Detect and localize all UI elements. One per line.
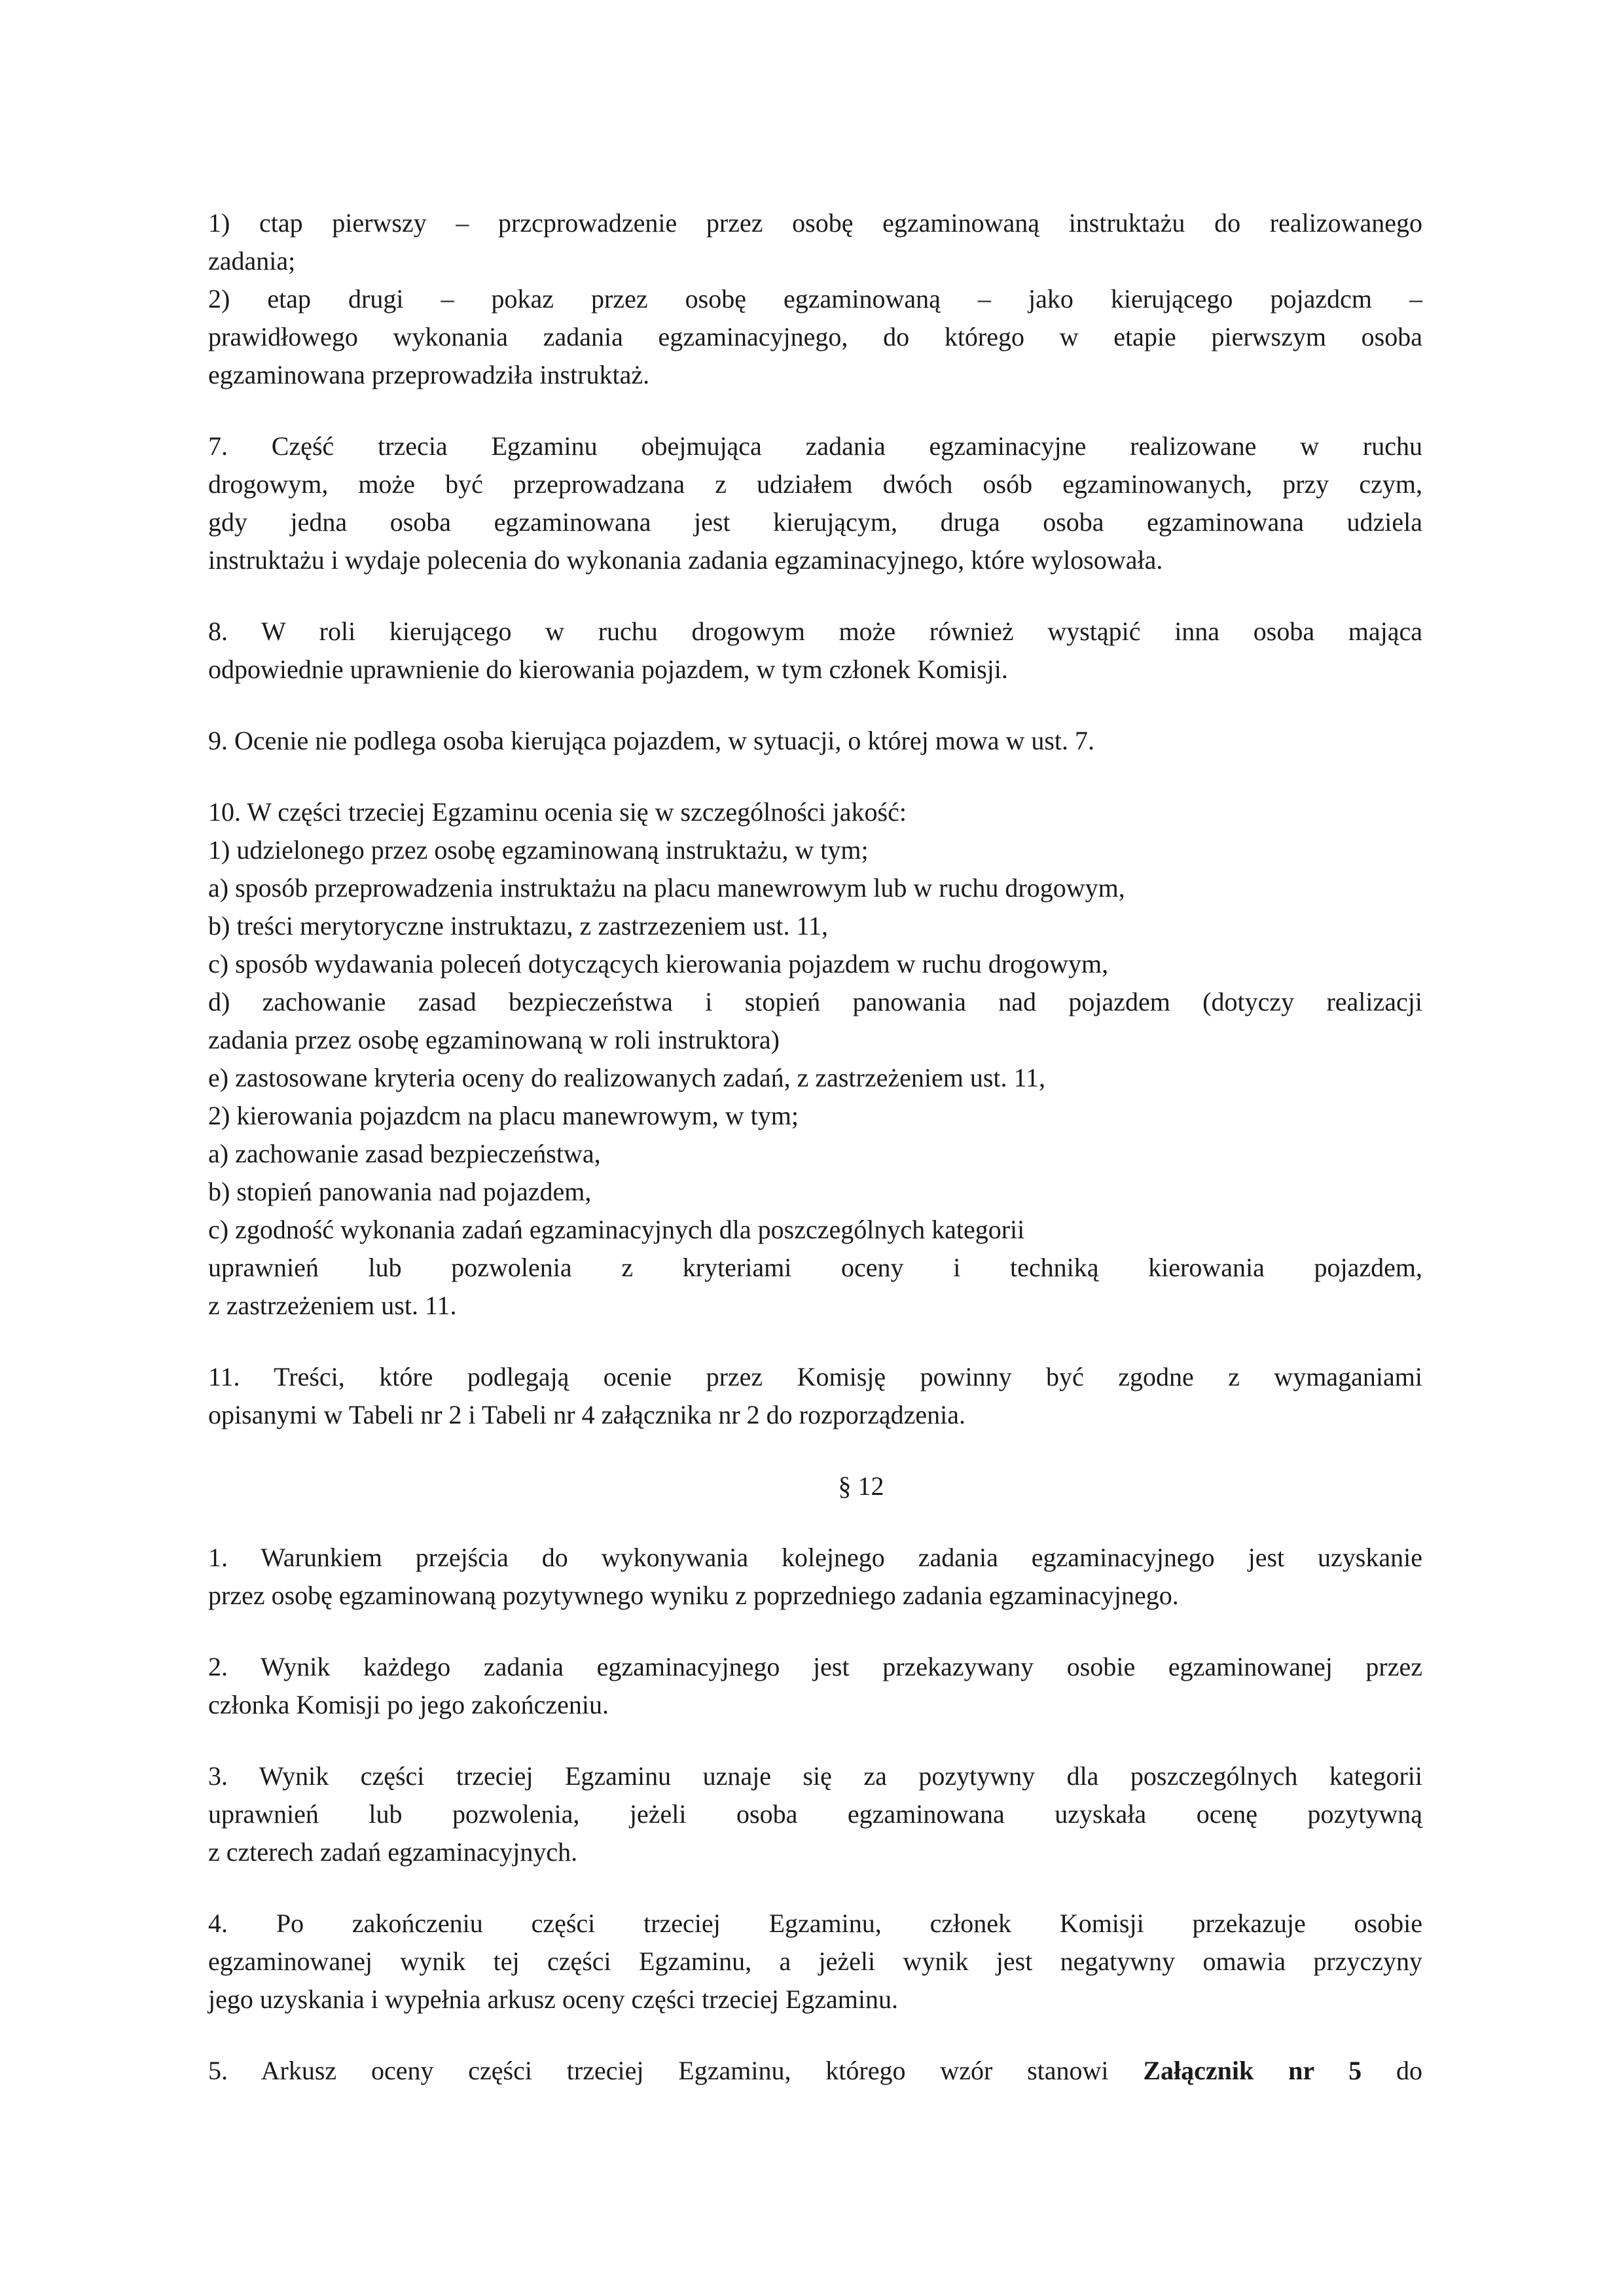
text-line: gdy jedna osoba egzaminowana jest kierującym, druga osoba egzaminowana udziela <box>208 507 1422 537</box>
paragraph-8 <box>208 613 1422 689</box>
text-line: 1) ctap pierwszy – przcprowadzenie przez osobę egzaminowaną instruktażu do realizowanego <box>208 208 1422 238</box>
text-line: c) sposób wydawania poleceń dotyczących kierowania pojazdem w ruchu drogowym, <box>208 949 1109 978</box>
text-line: d) zachowanie zasad bezpieczeństwa i stopień panowania nad pojazdem (dotyczy realizacji <box>208 987 1422 1016</box>
paragraph-12-4 <box>208 1905 1422 2018</box>
text-line: 1. Warunkiem przejścia do wykonywania kolejnego zadania egzaminacyjnego jest uzyskanie <box>208 1543 1422 1572</box>
text-line: 2) kierowania pojazdcm na placu manewrowym, w tym; <box>208 1101 799 1130</box>
text-line: odpowiednie uprawnienie do kierowania pojazdem, w tym członek Komisji. <box>208 655 1008 684</box>
text-line: uprawnień lub pozwolenia, jeżeli osoba egzaminowana uzyskała ocenę pozytywną <box>208 1799 1422 1829</box>
text-line: 10. W części trzeciej Egzaminu ocenia się w szczególności jakość: <box>208 797 907 827</box>
text-line: drogowym, może być przeprowadzana z udziałem dwóch osób egzaminowanych, przy czym, <box>208 469 1422 499</box>
paragraph-12-5 <box>208 2052 1422 2090</box>
text-line: e) zastosowane kryteria oceny do realizowanych zadań, z zastrzeżeniem ust. 11, <box>208 1063 1046 1092</box>
text-line: 2. Wynik każdego zadania egzaminacyjnego jest przekazywany osobie egzaminowanej przez <box>208 1652 1422 1681</box>
text-line: z czterech zadań egzaminacyjnych. <box>208 1837 578 1867</box>
text-line: 4. Po zakończeniu części trzeciej Egzaminu, członek Komisji przekazuje osobie <box>208 1909 1422 1938</box>
text-line: opisanymi w Tabeli nr 2 i Tabeli nr 4 załącznika nr 2 do rozporządzenia. <box>208 1400 965 1429</box>
text-line: uprawnień lub pozwolenia z kryteriami oceny i techniką kierowania pojazdem, <box>208 1253 1422 1282</box>
text-line: 2) etap drugi – pokaz przez osobę egzaminowaną – jako kierującego pojazdcm – <box>208 284 1422 314</box>
text-line: 7. Część trzecia Egzaminu obejmująca zadania egzaminacyjne realizowane w ruchu <box>208 431 1422 461</box>
paragraph-9 <box>208 722 1422 760</box>
paragraph-11 <box>208 1358 1422 1434</box>
document-page <box>208 204 1422 2090</box>
text-line: zadania; <box>208 246 296 276</box>
paragraph-10 <box>208 793 1422 1325</box>
text-line: egzaminowana przeprowadziła instruktaż. <box>208 360 650 389</box>
text-line: 9. Ocenie nie podlega osoba kierująca pojazdem, w sytuacji, o której mowa w ust. 7. <box>208 726 1095 755</box>
text-line: instruktażu i wydaje polecenia do wykonania zadania egzaminacyjnego, które wylosowała. <box>208 545 1163 575</box>
text-line: z zastrzeżeniem ust. 11. <box>208 1291 457 1320</box>
text-fragment: do <box>1396 2056 1423 2085</box>
text-line: a) sposób przeprowadzenia instruktażu na placu manewrowym lub w ruchu drogowym, <box>208 873 1125 903</box>
attachment-reference: Załącznik nr 5 <box>1143 2056 1362 2085</box>
text-line: przez osobę egzaminowaną pozytywnego wyniku z poprzedniego zadania egzaminacyjnego. <box>208 1581 1179 1610</box>
paragraph-12-2 <box>208 1648 1422 1724</box>
text-line: b) treści merytoryczne instruktazu, z zastrzezeniem ust. 11, <box>208 911 829 941</box>
text-line: 8. W roli kierującego w ruchu drogowym może również wystąpić inna osoba mająca <box>208 617 1422 646</box>
paragraph-stages <box>208 204 1422 394</box>
text-line: egzaminowanej wynik tej części Egzaminu, a jeżeli wynik jest negatywny omawia przyczyny <box>208 1946 1422 1976</box>
text-line: jego uzyskania i wypełnia arkusz oceny części trzeciej Egzaminu. <box>208 1984 898 2014</box>
paragraph-12-1 <box>208 1539 1422 1615</box>
text-line: 11. Treści, które podlegają ocenie przez Komisję powinny być zgodne z wymaganiami <box>208 1362 1422 1391</box>
text-line: c) zgodność wykonania zadań egzaminacyjnych dla poszczególnych kategorii <box>208 1215 1025 1244</box>
text-line: b) stopień panowania nad pojazdem, <box>208 1177 592 1206</box>
text-line: 3. Wynik części trzeciej Egzaminu uznaje się za pozytywny dla poszczególnych kategorii <box>208 1761 1422 1791</box>
paragraph-7 <box>208 427 1422 579</box>
text-line: zadania przez osobę egzaminowaną w roli instruktora) <box>208 1025 780 1054</box>
paragraph-12-3 <box>208 1757 1422 1871</box>
section-heading: § 12 <box>838 1471 884 1501</box>
text-line: a) zachowanie zasad bezpieczeństwa, <box>208 1139 601 1168</box>
text-fragment: 5. Arkusz oceny części trzeciej Egzaminu, którego wzór stanowi <box>208 2056 1109 2085</box>
text-line <box>208 2052 1422 2090</box>
text-line: prawidłowego wykonania zadania egzaminacyjnego, do którego w etapie pierwszym osoba <box>208 322 1422 351</box>
text-line: członka Komisji po jego zakończeniu. <box>208 1690 609 1719</box>
text-line: 1) udzielonego przez osobę egzaminowaną instruktażu, w tym; <box>208 835 869 865</box>
